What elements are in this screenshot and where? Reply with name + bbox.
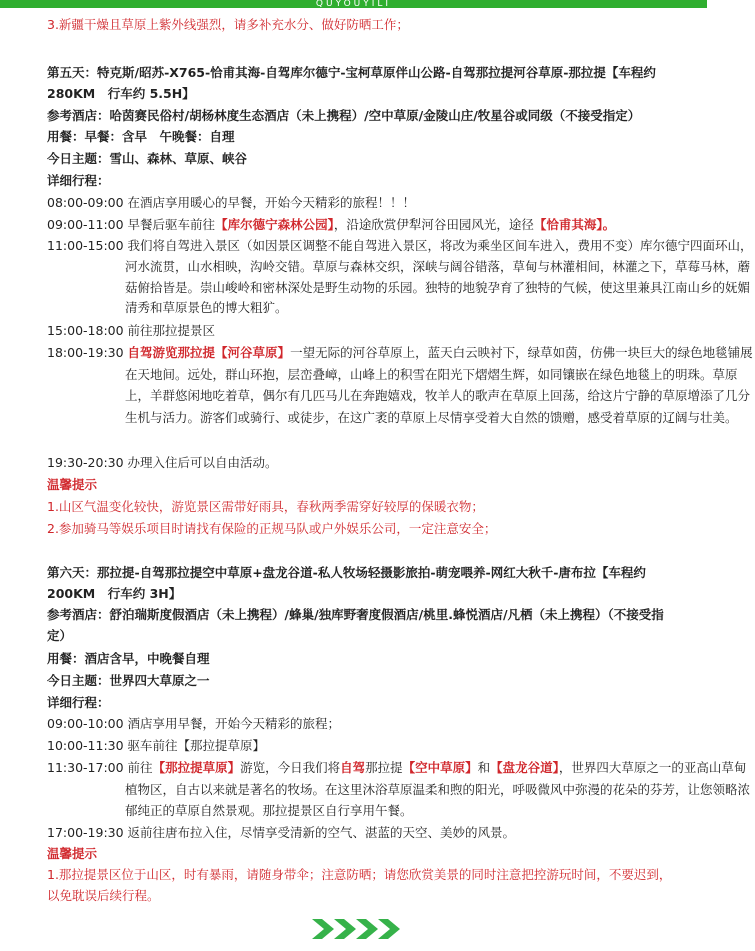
day5-theme: 今日主题：雪山、森林、草原、峡谷 [47, 151, 248, 166]
day6-tips-title: 温馨提示 [47, 846, 98, 861]
item-time: 09:00-11:00 [47, 217, 124, 232]
item-text: 游览，今日我们将 [240, 760, 341, 775]
day5-tips-title: 温馨提示 [47, 477, 98, 492]
item-text: 一望无际的河谷草原上，蓝天白云映衬下，绿草如茵，仿佛一块巨大的绿色地毯铺展在天地间。远处，群山环抱，层峦叠嶂，山峰上的积雪在阳光下熠熠生辉，如同镶嵌在绿色地毯上的明珠。草原上，羊群悠闲地吃着草，偶尔有几匹马儿在奔跑嬉戏，牧羊人的歌声在草原上回荡，给这片宁静的草原增添了几分生机与活力。游客们或骑行、或徒步，在这广袤的草原上尽情享受着大自然的馈赠，感受着草原的辽阔与壮美。 [125, 345, 753, 425]
day5-item-6 [47, 452, 677, 473]
item-time: 15:00-18:00 [47, 323, 124, 338]
item-time: 18:00-19:30 [47, 345, 124, 360]
day5-item-5 [47, 342, 755, 428]
day5-tip-1: 1.山区气温变化较快，游览景区需带好雨具，春秋两季需穿好较厚的保暖衣物； [47, 499, 484, 514]
highlight-kurdening: 【库尔德宁森林公园】 [215, 217, 334, 232]
day6-item-3 [47, 757, 755, 822]
highlight-panlong-road: 【盘龙谷道】 [490, 760, 559, 775]
day5-hotel: 参考酒店：哈茵赛民俗村/胡杨林度生态酒店（未上携程）/空中草原/金陵山庄/牧星谷或同级（不接受指定） [47, 108, 641, 123]
item-time: 19:30-20:30 [47, 455, 124, 470]
item-text: 和 [477, 760, 491, 775]
highlight-nalati: 【那拉提草原】 [152, 760, 241, 775]
day6-hotel: 参考酒店：舒泊瑞斯度假酒店（未上携程）/蜂巢/独库野奢度假酒店/桃里.蜂悦酒店/凡栖（未上携程）（不接受指定） [47, 607, 664, 643]
chevron-arrows-icon [312, 917, 402, 941]
item-text: ，沿途欣赏伊犁河谷田园风光，途径 [333, 217, 534, 232]
day5-item-4 [47, 320, 677, 341]
item-text: 那拉提 [365, 760, 403, 775]
brand-name: QUYOUYILI [315, 0, 392, 9]
item-text: ，世界四大草原之一的亚高山草甸植物区，自古以来就是著名的牧场。在这里沐浴草原温柔和煦的阳光，呼吸微风中弥漫的花朵的芬芳，让您领略浓郁纯正的草原自然景观。那拉提景区自行享用午餐。 [125, 760, 751, 818]
item-text: 早餐后驱车前往 [127, 217, 216, 232]
brand-header-bar [0, 0, 707, 8]
day5-tip-2: 2.参加骑马等娱乐项目时请找有保险的正规马队或户外娱乐公司，一定注意安全； [47, 521, 497, 536]
item-time: 09:00-10:00 [47, 716, 124, 731]
item-text: 前往 [127, 760, 153, 775]
day6-item-4 [47, 822, 677, 843]
day5-item-2 [47, 214, 677, 235]
item-text: 在酒店享用暖心的早餐，开始今天精彩的旅程！！！ [127, 195, 416, 210]
highlight-qiapuqihai: 【恰甫其海】 [533, 217, 603, 232]
day6-tip-1: 1.那拉提景区位于山区，时有暴雨，请随身带伞；注意防晒；请您欣赏美景的同时注意把控游玩时间，不要迟到，以免耽误后续行程。 [47, 867, 672, 903]
day6-theme: 今日主题：世界四大草原之一 [47, 673, 210, 688]
day5-meals: 用餐：早餐：含早 午晚餐：自理 [47, 129, 235, 144]
day6-item-2 [47, 735, 677, 756]
day5-item-3 [47, 236, 755, 319]
day5-item-1 [47, 192, 677, 213]
highlight-valley-grassland: 自驾游览那拉提【河谷草原】 [127, 345, 291, 360]
day6-detail-label: 详细行程： [47, 695, 110, 710]
day6-item-1 [47, 713, 677, 734]
item-time: 10:00-11:30 [47, 738, 124, 753]
item-time: 08:00-09:00 [47, 195, 124, 210]
highlight-sky-grassland: 【空中草原】 [402, 760, 478, 775]
item-time: 11:00-15:00 [47, 238, 124, 253]
day6-meals: 用餐：酒店含早，中晚餐自理 [47, 651, 210, 666]
item-time: 11:30-17:00 [47, 760, 124, 775]
item-text: 驱车前往【那拉提草原】 [127, 738, 266, 753]
previous-tip: 3.新疆干燥且草原上紫外线强烈，请多补充水分、做好防晒工作； [47, 17, 409, 32]
highlight-self-drive: 自驾 [340, 760, 366, 775]
item-text: 。 [602, 217, 616, 232]
item-text: 酒店享用早餐，开始今天精彩的旅程； [127, 716, 341, 731]
item-text: 办理入住后可以自由活动。 [127, 455, 278, 470]
item-text: 我们将自驾进入景区（如因景区调整不能自驾进入景区，将改为乘坐区间车进入，费用不变）库尔德宁四面环山，河水流贯，山水相映，沟岭交错。草原与森林交织，深峡与阔谷错落，草甸与林灌相间，林灌之下，草莓马林，蘑菇俯拾皆是。崇山峻岭和密林深处是野生动物的乐园。独特的地貌孕育了独特的气候，使这里兼具江南山乡的妩媚清秀和草原景色的博大粗犷。 [125, 238, 753, 316]
day5-detail-label: 详细行程： [47, 173, 110, 188]
item-text: 前往那拉提景区 [127, 323, 216, 338]
day5-title: 第五天：特克斯/昭苏-X765-恰甫其海-自驾库尔德宁-宝柯草原伴山公路-自驾那拉提河谷草原-那拉提【车程约 280KM 行车约 5.5H】 [47, 65, 656, 101]
day6-title: 第六天：那拉提-自驾那拉提空中草原+盘龙谷道-私人牧场轻摄影旅拍-萌宠喂养-网红大秋千-唐布拉【车程约 200KM 行车约 3H】 [47, 565, 646, 601]
item-time: 17:00-19:30 [47, 825, 124, 840]
item-text: 返前往唐布拉入住，尽情享受清新的空气、湛蓝的天空、美妙的风景。 [127, 825, 516, 840]
